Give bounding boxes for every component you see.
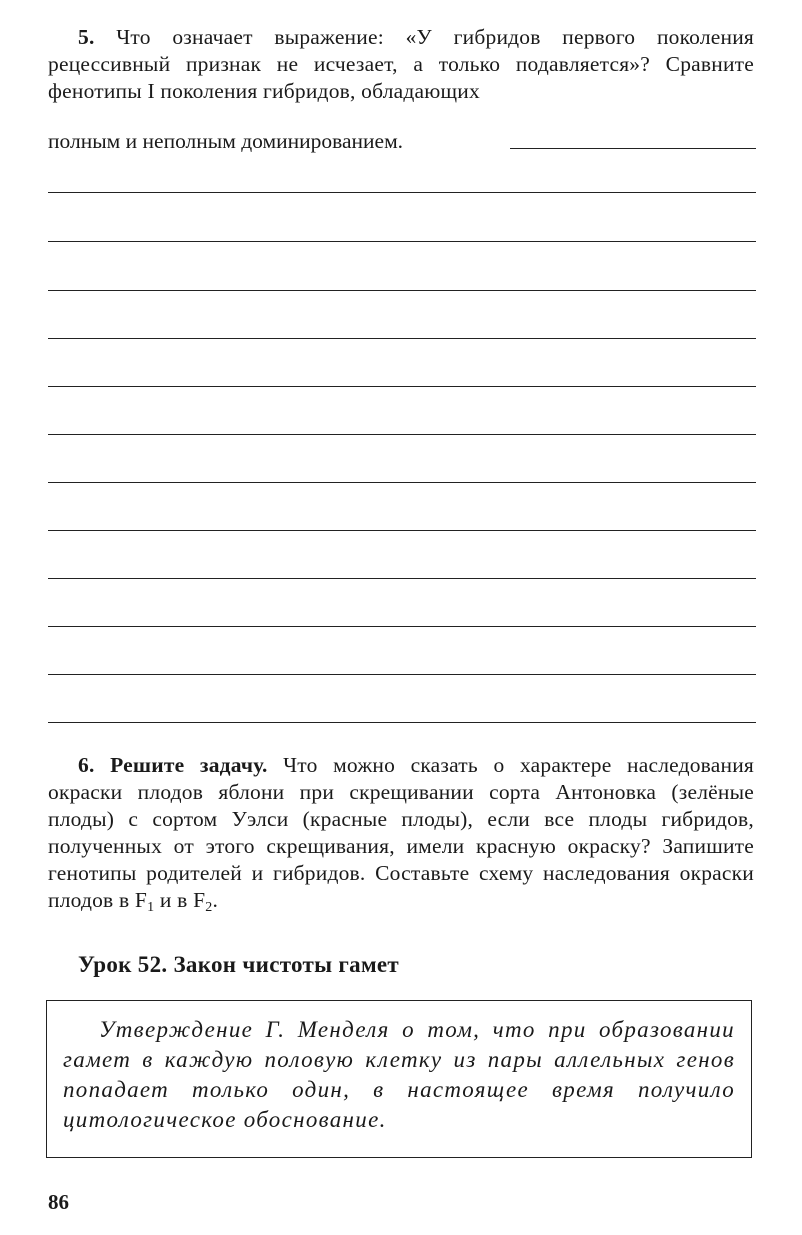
answer-line[interactable] (48, 674, 756, 675)
answer-line[interactable] (48, 626, 756, 627)
question-5-number: 5. (78, 25, 95, 49)
question-6 (48, 752, 754, 914)
answer-line-inline[interactable] (510, 148, 756, 149)
question-6-number: 6. (78, 753, 95, 777)
answer-line[interactable] (48, 722, 756, 723)
answer-line[interactable] (48, 386, 756, 387)
question-5-tail: полным и неполным доминированием. (48, 129, 404, 153)
question-5 (48, 24, 754, 105)
answer-line[interactable] (48, 434, 756, 435)
question-6-text: Что можно сказать о характере наследования окраски плодов яблони при скрещивании сорта Антоновка (зелёные плоды) с сортом Уэлси (красные плоды), если все плоды гибридов, полученных от этого скрещивания, имели красную окраску? Запишите генотипы родителей и гибридов. Составьте схему наследования окраски плодов в F (48, 753, 754, 912)
page-number: 86 (48, 1190, 69, 1214)
rule-text: Утверждение Г. Менделя о том, что при образовании гамет в каждую половую клетку из пары аллельных генов попадает только один, в настоящее время получило цитологическое обоснование. (63, 1017, 735, 1132)
question-6-lead: Решите задачу. (110, 753, 268, 777)
subscript-2: 2 (205, 900, 213, 915)
question-6-and: и в F (154, 888, 206, 912)
question-6-end: . (212, 888, 219, 912)
answer-line[interactable] (48, 192, 756, 193)
rule-box (46, 1000, 752, 1158)
answer-line[interactable] (48, 482, 756, 483)
answer-line[interactable] (48, 241, 756, 242)
answer-line[interactable] (48, 290, 756, 291)
subscript-1: 1 (147, 900, 155, 915)
lesson-title: Урок 52. Закон чистоты гамет (78, 952, 400, 977)
answer-line[interactable] (48, 530, 756, 531)
answer-line[interactable] (48, 578, 756, 579)
answer-line[interactable] (48, 338, 756, 339)
question-5-text: Что означает выражение: «У гибридов первого поколения рецессивный признак не исчезает, а только подавляется»? Сравните фенотипы I поколения гибридов, обладающих (48, 25, 754, 103)
